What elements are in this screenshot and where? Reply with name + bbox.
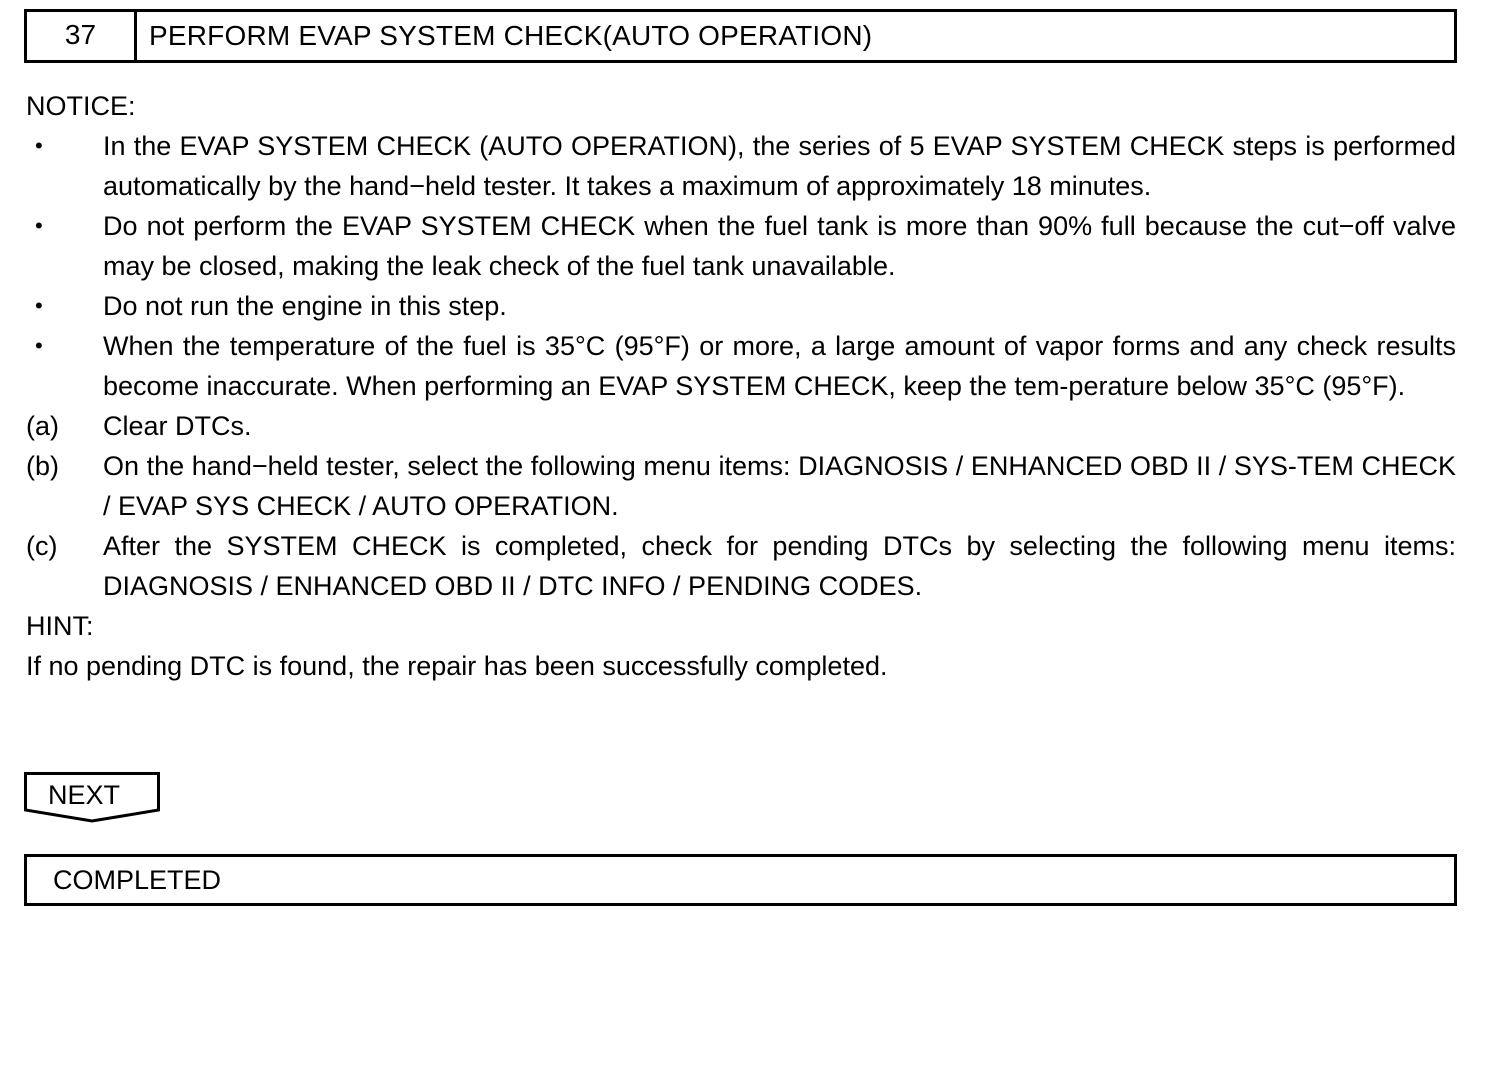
notice-item: [26, 326, 1456, 406]
step-content: [26, 86, 1456, 686]
bullet-marker: •: [35, 293, 43, 318]
step-marker: (a): [26, 411, 59, 441]
step-title: PERFORM EVAP SYSTEM CHECK(AUTO OPERATION): [149, 20, 873, 51]
result-label: COMPLETED: [53, 864, 222, 895]
bullet-marker: •: [35, 133, 43, 158]
notice-item: [26, 206, 1456, 286]
bullet-marker: •: [35, 333, 43, 358]
bullet-marker: •: [35, 213, 43, 238]
notice-item-text: Do not run the engine in this step.: [103, 291, 507, 321]
notice-item-text: In the EVAP SYSTEM CHECK (AUTO OPERATION), the series of 5 EVAP SYSTEM CHECK steps is performed automatically by the hand−held tester. It takes a maximum of approximately 18 minutes.: [103, 131, 1456, 201]
notice-item: [26, 286, 1456, 326]
step-marker: (c): [26, 531, 58, 561]
procedure-step: [26, 526, 1456, 606]
notice-item-text: When the temperature of the fuel is 35°C (95°F) or more, a large amount of vapor forms and any check results become inaccurate. When performing an EVAP SYSTEM CHECK, keep the tem-perature below 35°C (95°F).: [103, 331, 1456, 401]
procedure-step-text: After the SYSTEM CHECK is completed, check for pending DTCs by selecting the following menu items: DIAGNOSIS / ENHANCED OBD II / DTC INFO / PENDING CODES.: [103, 531, 1456, 601]
result-box: [24, 854, 1457, 906]
procedure-step: [26, 446, 1456, 526]
step-number: 37: [27, 12, 137, 60]
notice-item-text: Do not perform the EVAP SYSTEM CHECK when the fuel tank is more than 90% full because the cut−off valve may be closed, making the leak check of the fuel tank unavailable.: [103, 211, 1456, 281]
notice-label: NOTICE:: [26, 91, 136, 121]
notice-item: [26, 126, 1456, 206]
step-marker: (b): [26, 451, 59, 481]
procedure-step-text: On the hand−held tester, select the following menu items: DIAGNOSIS / ENHANCED OBD II / SYS-TEM CHECK / EVAP SYS CHECK / AUTO OPERATION.: [103, 451, 1456, 521]
procedure-step: [26, 406, 1456, 446]
next-button[interactable]: [24, 772, 160, 824]
hint-label: HINT:: [26, 611, 94, 641]
hint-text: If no pending DTC is found, the repair has been successfully completed.: [26, 651, 888, 681]
step-header: [24, 9, 1457, 63]
next-label: NEXT: [48, 780, 121, 810]
procedure-step-text: Clear DTCs.: [103, 411, 252, 441]
